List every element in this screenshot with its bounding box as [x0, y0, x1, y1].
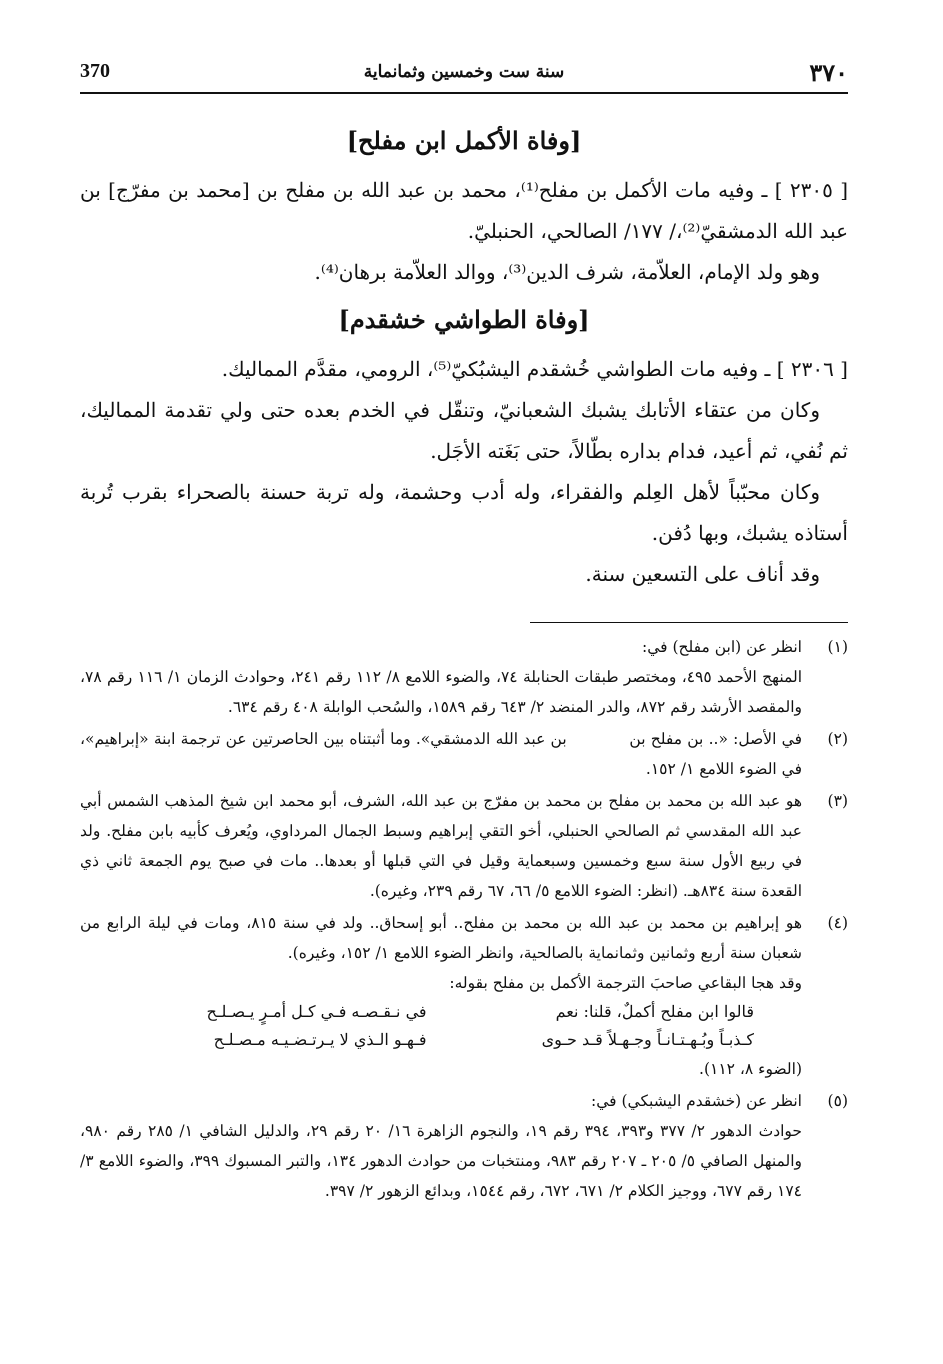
footnote-number: (٤)	[827, 914, 848, 932]
section-title: [وفاة الأكمل ابن مفلح]	[346, 126, 582, 155]
poem-verse	[80, 998, 802, 1026]
footnote-text: المنهج الأحمد ٤٩٥، ومختصر طبقات الحنابلة ٧٤، والضوء اللامع ٨/ ١١٢ رقم ٢٤١، وحوادث الزمان ١/ ١١٦ رقم ٧٨، والمقصد الأرشد رقم ٨٧٢، والدر المنضد ٢/ ٦٤٣ رقم ١٥٨٩، والسُحب الوابلة ٤٠٨ رقم ٦٣٤.	[80, 668, 802, 716]
footnote	[80, 908, 848, 1084]
footnote-divider	[530, 622, 848, 623]
entry-paragraph: [ ٢٣٠٦ ] ـ وفيه مات الطواشي خُشقدم اليشبُكيّ⁽⁵⁾، الرومي، مقدَّم المماليك.	[221, 357, 848, 381]
entry-paragraph: وكان محبّباً لأهل العِلم والفقراء، وله أدب وحشمة، وله تربة حسنة بالصحراء بقرب تُربة أستاذه يشبك، وبها دُفن.	[80, 480, 848, 545]
poem	[80, 998, 802, 1054]
footnote-number: (٥)	[827, 1092, 848, 1110]
page-number-arabic: ٣٧٠	[809, 58, 848, 87]
footnote	[80, 786, 848, 906]
footnote	[80, 1086, 848, 1206]
footnote-text: انظر عن (ابن مفلح) في:	[642, 638, 802, 656]
footnote-text: انظر عن (خشقدم اليشبكي) في:	[591, 1092, 802, 1110]
footnote-text: حوادث الدهور ٢/ ٣٧٧ و٣٩٣، ٣٩٤ رقم ١٩، والنجوم الزاهرة ١٦/ ٢٠ رقم ٢٩، والدليل الشافي ١/ ٢٨٥ رقم ٩٨٠، والمنهل الصافي ٥/ ٢٠٥ ـ ٢٠٧ رقم ٩٨٣، ومنتخبات من حوادث الدهور ١٣٤، والتبر المسبوك ٣٩٩، والضوء اللامع ٣/ ١٧٤ رقم ٦٧٧، ووجيز الكلام ٢/ ٦٧١، ٦٧٢، رقم ١٥٤٤، وبدائع الزهور ٢/ ٣٩٧.	[80, 1122, 803, 1200]
footnote-text: هو إبراهيم بن محمد بن عبد الله بن محمد بن مفلح.. أبو إسحاق.. ولد في سنة ٨١٥، ومات في ليلة الرابع من شعبان سنة أربع وثمانين وثمانماية بالصالحية، وانظر الضوء اللامع ١/ ١٥٢، وغيره).	[80, 914, 803, 962]
poem-hemistich: فـهـو الـذي لا يـرتـضـيـه مـصـلـح	[213, 1030, 427, 1049]
entry-paragraph: [ ٢٣٠٥ ] ـ وفيه مات الأكمل بن مفلح⁽¹⁾، محمد بن عبد الله بن مفلح بن [محمد بن مفرّج] بن عبد الله الدمشقيّ⁽²⁾،/ ١٧٧/ الصالحي، الحنبليّ.	[80, 178, 849, 243]
main-text	[80, 120, 848, 595]
footnote-number: (٣)	[827, 792, 848, 810]
poem-hemistich: كـذبـاً وبُـهـتـانـاً وجـهـلاً قـد حـوى	[541, 1030, 754, 1049]
footnote-number: (١)	[827, 638, 848, 656]
page-header	[80, 58, 848, 94]
poem-hemistich: في نـقـصـه فـي كـل أمـرٍ يـصـلـح	[206, 1002, 427, 1021]
footnotes	[75, 632, 848, 1208]
footnote-text: في الأصل: «.. بن مفلح بن بن عبد الله الدمشقي». وما أثبتناه بين الحاصرتين عن ترجمة ابنة «إبراهيم»، في الضوء اللامع ١/ ١٥٢.	[75, 730, 802, 778]
footnote-text: هو عبد الله بن محمد بن مفلح بن محمد بن مفرّج بن عبد الله، الشرف، أبو محمد ابن شيخ المذهب الشمس أبي عبد الله المقدسي ثم الصالحي الحنبلي، أخو التقي إبراهيم وسبط الجمال المرداوي، ويُعرف كأبيه بابن مفلح. ولد في ربيع الأول سنة سبع وخمسين وسبعماية وقيل في التي قبلها أو بعدها.. مات في صبح يوم الجمعة ثاني ذي القعدة سنة ٨٣٤هـ. (انظر: الضوء اللامع ٥/ ٦٦، ٦٧ رقم ٢٣٩، وغيره).	[80, 792, 802, 900]
section-title: [وفاة الطواشي خشقدم]	[338, 305, 590, 334]
footnote-text: وقد هجا البقاعي صاحبَ الترجمة الأكمل بن مفلح بقوله:	[449, 974, 802, 992]
entry-paragraph: وقد أناف على التسعين سنة.	[585, 562, 820, 586]
entry-paragraph: وهو ولد الإمام، العلاّمة، شرف الدين⁽³⁾، ووالد العلاّمة برهان⁽⁴⁾.	[314, 260, 820, 284]
footnote	[75, 724, 848, 784]
poem-verse	[80, 1026, 802, 1054]
entry-paragraph: وكان من عتقاء الأتابك يشبك الشعبانيّ، وتنقّل في الخدم بعده حتى ولي تقدمة المماليك، ثم نُفي، ثم أعيد، فدام بداره بطّالاً، حتى بَغَته الأجَل.	[80, 398, 848, 463]
poem-hemistich: قالوا ابن مفلح أكملٌ، قلنا: نعم	[555, 1002, 754, 1021]
footnote-number: (٢)	[827, 730, 848, 748]
running-title: سنة ست وخمسين وثمانماية	[363, 62, 565, 82]
footnote-text: (الضوء ٨، ١١٢).	[699, 1060, 802, 1078]
footnote	[80, 632, 848, 722]
page-number-latin: 370	[80, 60, 110, 82]
